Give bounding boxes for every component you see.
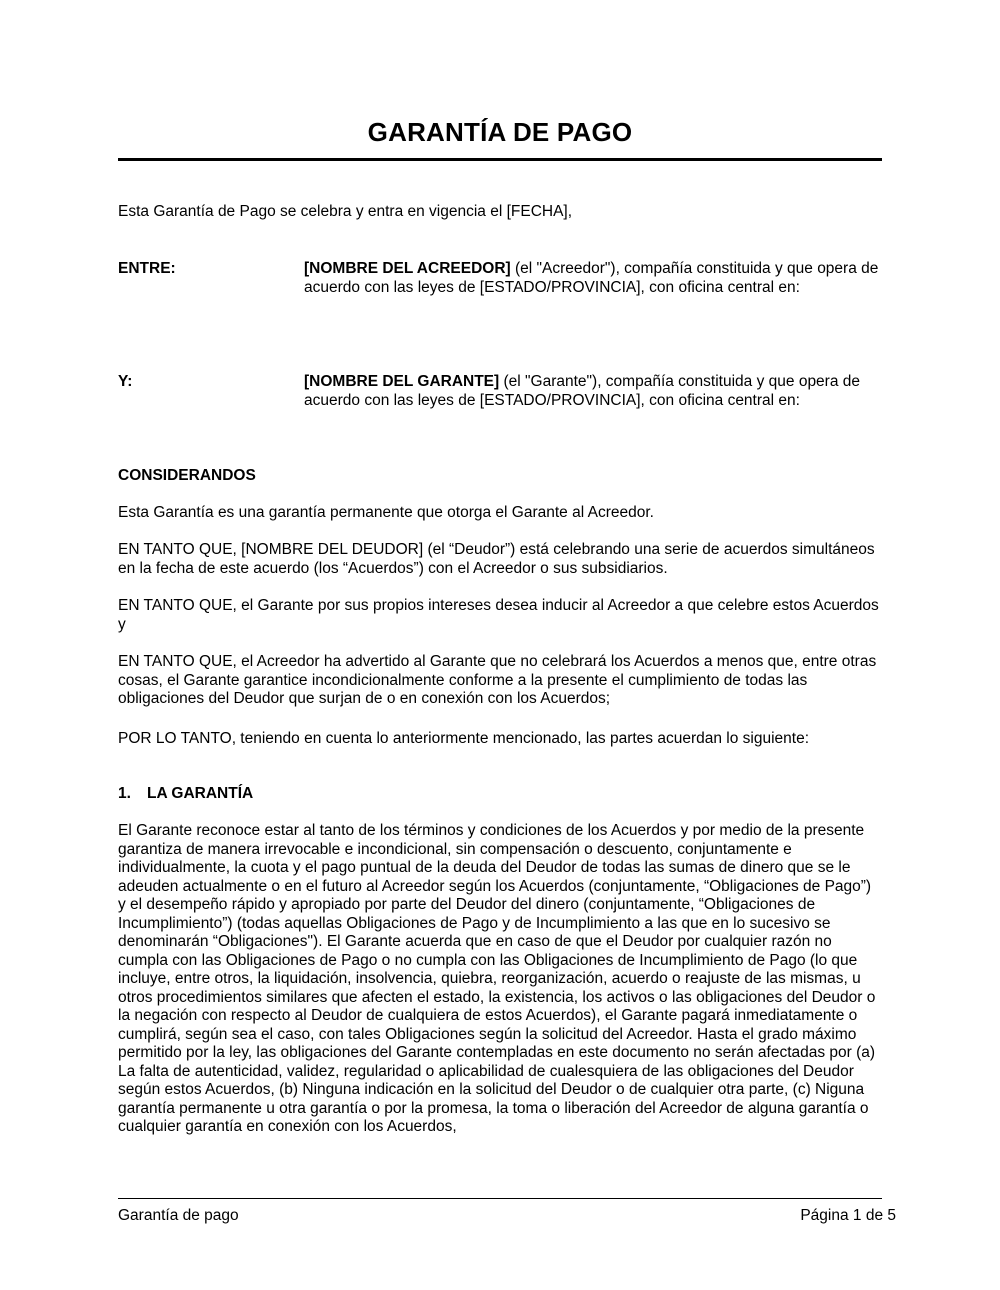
footer-document-name: Garantía de pago <box>118 1207 239 1224</box>
recital-paragraph: EN TANTO QUE, [NOMBRE DEL DEUDOR] (el “Deudor”) está celebrando una serie de acuerdos simultáneos en la fecha de este acuerdo (los “Acuerdos”) con el Acreedor o sus subsidiarios. <box>118 541 875 577</box>
party-label-and: Y: <box>118 373 133 390</box>
party-creditor-text <box>304 260 882 297</box>
creditor-description: (el "Acreedor"), compañía constituida y que opera de acuerdo con las leyes de [ESTADO/PROVINCIA], con oficina central en: <box>304 260 879 296</box>
section-1-body: El Garante reconoce estar al tanto de los términos y condiciones de los Acuerdos y por medio de la presente garantiza de manera irrevocable e incondicional, sin compensación o descuento, conjuntamente e individualmente, la cuota y el pago puntual de la deuda del Deudor de todas las sumas de dinero que se le adeuden actualmente o en el futuro al Acreedor según los Acuerdos (conjuntamente, “Obligaciones de Pago”) y el desempeño rápido y apropiado por parte del Deudor del dinero (conjuntamente, “Obligaciones de Incumplimiento”) (todas aquellas Obligaciones de Pago y de Incumplimiento a las que en lo sucesivo se denominarán “Obligaciones"). El Garante acuerda que en caso de que el Deudor por cualquier razón no cumpla con las Obligaciones de Pago o no cumpla con las Obligaciones de Incumplimiento de Pago (lo que incluye, entre otros, la liquidación, insolvencia, quiebra, reorganización, acuerdo o reajuste de las mismas, u otros procedimientos similares que afecten el estado, la existencia, los activos o las obligaciones del Deudor o la negación con respecto al Deudor de cualquiera de estos Acuerdos), el Garante pagará inmediatamente o cumplirá, según sea el caso, con tales Obligaciones según la solicitud del Acreedor. Hasta el grado máximo permitido por la ley, las obligaciones del Garante contempladas en este documento no serán afectadas por (a) La falta de autenticidad, validez, regularidad o aplicabilidad de cualesquiera de las obligaciones del Deudor según estos Acuerdos, (b) Ninguna indicación en la solicitud del Deudor o de cualquier otra parte, (c) Niguna garantía permanente u otra garantía o por la promesa, la toma o liberación del Acreedor de alguna garantía o cualquier garantía en conexión con los Acuerdos, <box>118 822 876 1135</box>
creditor-name: [NOMBRE DEL ACREEDOR] <box>304 260 511 277</box>
section-1-heading <box>118 785 253 804</box>
intro-paragraph: Esta Garantía de Pago se celebra y entra en vigencia el [FECHA], <box>118 203 573 220</box>
recital-paragraph: Esta Garantía es una garantía permanente que otorga el Garante al Acreedor. <box>118 504 654 521</box>
guarantor-description: (el "Garante"), compañía constituida y que opera de acuerdo con las leyes de [ESTADO/PROVINCIA], con oficina central en: <box>304 373 861 409</box>
recitals-heading: CONSIDERANDOS <box>118 467 256 484</box>
guarantor-name: [NOMBRE DEL GARANTE] <box>304 373 500 390</box>
section-number: 1. <box>118 785 131 802</box>
recital-paragraph: EN TANTO QUE, el Acreedor ha advertido al Garante que no celebrará los Acuerdos a menos que, entre otras cosas, el Garante garantice incondicionalmente conforme a la presente el cumplimiento de todas las obligaciones del Deudor que surjan de o en conexión con los Acuerdos; <box>118 653 877 707</box>
party-guarantor-text <box>304 373 882 410</box>
footer-page-number: Página 1 de 5 <box>800 1207 896 1224</box>
document-title: GARANTÍA DE PAGO <box>367 117 633 147</box>
recital-paragraph: POR LO TANTO, teniendo en cuenta lo anteriormente mencionado, las partes acuerdan lo siguiente: <box>118 730 810 747</box>
recital-paragraph: EN TANTO QUE, el Garante por sus propios intereses desea inducir al Acreedor a que celebre estos Acuerdos y <box>118 597 879 633</box>
document-page <box>118 0 896 1290</box>
section-title: LA GARANTÍA <box>147 785 254 802</box>
party-label-between: ENTRE: <box>118 260 176 277</box>
footer-rule <box>118 1198 882 1199</box>
title-underline <box>118 158 882 161</box>
